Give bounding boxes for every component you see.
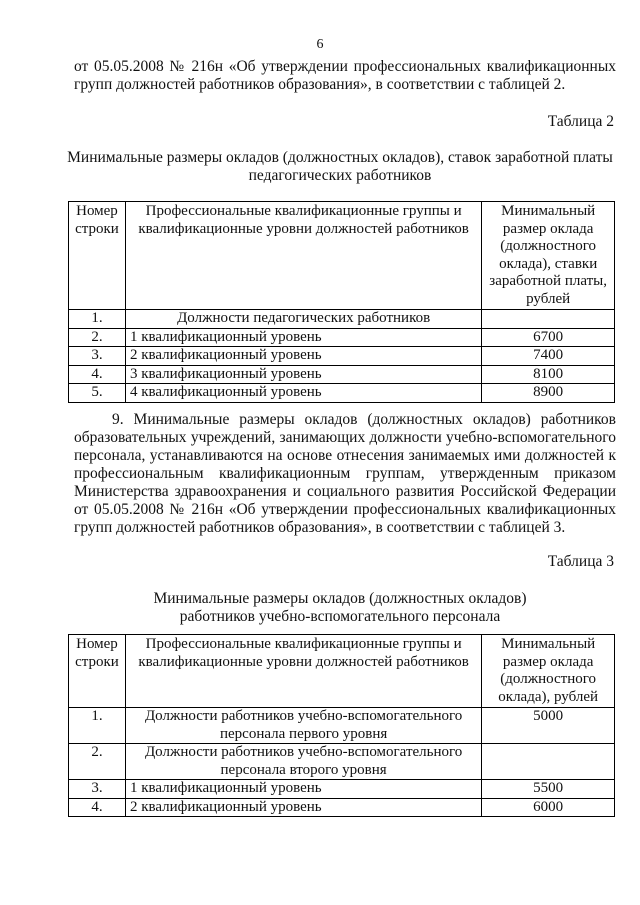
table-row	[69, 780, 615, 799]
paragraph-intro	[74, 58, 616, 94]
table-2	[68, 201, 615, 403]
table-header-row	[69, 635, 615, 708]
header-groups: Профессиональные квалификационные группы и квалификационные уровни должностей работников	[125, 202, 481, 310]
header-salary: Минимальный размер оклада (должностного оклада), ставки заработной платы, рублей	[482, 202, 615, 310]
row-number: 4.	[69, 365, 126, 384]
header-number: Номер строки	[69, 202, 126, 310]
table-row	[69, 328, 615, 347]
text-line: от 05.05.2008 № 216н «Об утверждении профессиональных квалификационных	[74, 501, 616, 518]
table-3-title	[60, 590, 620, 626]
row-number: 1.	[69, 310, 126, 329]
text-line: Министерства здравоохранения и социального развития Российской Федерации	[74, 483, 616, 500]
row-value: 7400	[482, 347, 615, 366]
table-row	[69, 708, 615, 744]
row-name: Должности работников учебно-вспомогательного персонала первого уровня	[125, 708, 481, 744]
row-value: 8900	[482, 384, 615, 403]
row-name: 4 квалификационный уровень	[125, 384, 481, 403]
row-number: 5.	[69, 384, 126, 403]
row-number: 3.	[69, 347, 126, 366]
table-row	[69, 365, 615, 384]
row-name: 3 квалификационный уровень	[125, 365, 481, 384]
row-number: 2.	[69, 328, 126, 347]
page-number: 6	[316, 37, 324, 52]
title-line: работников учебно-вспомогательного персонала	[179, 608, 501, 625]
row-value: 8100	[482, 365, 615, 384]
text-line: профессиональным квалификационным группам, утвержденным приказом	[74, 465, 616, 482]
table-row	[69, 310, 615, 329]
row-value	[482, 744, 615, 780]
row-name: Должности работников учебно-вспомогательного персонала второго уровня	[125, 744, 481, 780]
text-line: групп должностей работников образования», в соответствии с таблицей 3.	[74, 519, 566, 536]
row-value: 6700	[482, 328, 615, 347]
header-salary: Минимальный размер оклада (должностного оклада), рублей	[482, 635, 615, 708]
title-line: Минимальные размеры окладов (должностных окладов), ставок заработной платы	[67, 149, 613, 166]
row-number: 2.	[69, 744, 126, 780]
title-line: Минимальные размеры окладов (должностных окладов)	[153, 590, 527, 607]
table-header-row	[69, 202, 615, 310]
table-row	[69, 798, 615, 817]
row-name: 2 квалификационный уровень	[125, 347, 481, 366]
text-line: 9. Минимальные размеры окладов (должностных окладов) работников	[112, 411, 616, 428]
row-value: 5000	[482, 708, 615, 744]
title-line: педагогических работников	[248, 167, 432, 184]
row-name: 2 квалификационный уровень	[125, 798, 481, 817]
text-line: групп должностей работников образования», в соответствии с таблицей 2.	[74, 76, 566, 93]
table-2-label: Таблица 2	[547, 113, 614, 130]
text-line: от 05.05.2008 № 216н «Об утверждении профессиональных квалификационных	[74, 58, 616, 75]
table-row	[69, 384, 615, 403]
row-number: 1.	[69, 708, 126, 744]
text-line: образовательных учреждений, занимающих должности учебно-вспомогательного	[74, 429, 616, 446]
table-3	[68, 634, 615, 817]
text-line: персонала, устанавливаются на основе отнесения занимаемых ими должностей к	[74, 447, 616, 464]
table-3-label: Таблица 3	[547, 553, 614, 570]
table-2-title	[60, 149, 620, 185]
row-name: 1 квалификационный уровень	[125, 328, 481, 347]
header-number: Номер строки	[69, 635, 126, 708]
paragraph-9	[74, 411, 616, 537]
table-row	[69, 347, 615, 366]
row-name: 1 квалификационный уровень	[125, 780, 481, 799]
row-number: 4.	[69, 798, 126, 817]
row-value: 5500	[482, 780, 615, 799]
row-value: 6000	[482, 798, 615, 817]
row-number: 3.	[69, 780, 126, 799]
row-name: Должности педагогических работников	[125, 310, 481, 329]
header-groups: Профессиональные квалификационные группы и квалификационные уровни должностей работников	[125, 635, 481, 708]
table-row	[69, 744, 615, 780]
row-value	[482, 310, 615, 329]
